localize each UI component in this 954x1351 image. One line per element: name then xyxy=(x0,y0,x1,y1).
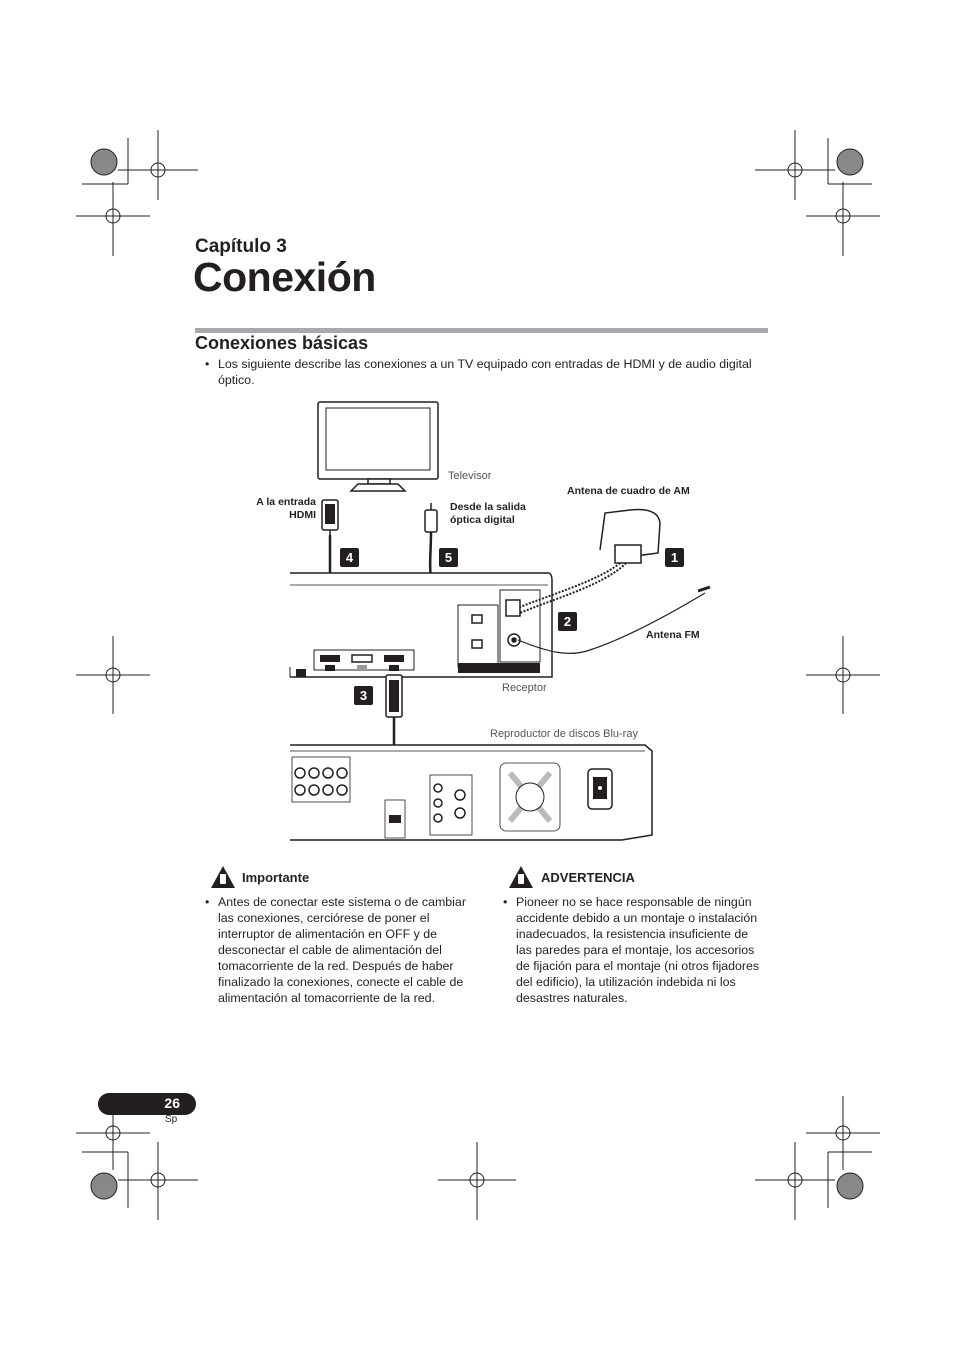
intro-paragraph xyxy=(205,356,763,388)
step-3-badge: 3 xyxy=(354,686,373,705)
optical-output-label xyxy=(450,501,526,527)
bullet-icon: • xyxy=(205,357,210,371)
optical-output-label-line1: Desde la salida xyxy=(450,501,526,513)
hdmi-input-label-line1: A la entrada xyxy=(256,496,316,508)
optical-output-label-line2: óptica digital xyxy=(450,514,515,526)
step-4-badge: 4 xyxy=(340,548,359,567)
section-title: Conexiones básicas xyxy=(195,333,369,353)
receiver-illustration xyxy=(290,573,552,677)
connection-diagram-drawing xyxy=(230,395,730,845)
am-antenna-label: Antena de cuadro de AM xyxy=(567,485,690,497)
bullet-icon: • xyxy=(205,895,210,909)
tv-illustration xyxy=(318,402,438,491)
bluray-illustration xyxy=(290,745,652,840)
warning-triangle-icon xyxy=(508,865,534,889)
bullet-icon: • xyxy=(503,895,508,909)
tv-label: Televisor xyxy=(448,470,492,482)
warning-text: Pioneer no se hace responsable de ningún accidente debido a un montaje o instalación inadecuados, la resistencia insuficiente de las paredes para el montaje, los accesorios de fijación para el montaje (ni otros fijadores del edificio), la utilización indebida ni los desastres naturales. xyxy=(516,895,760,1005)
page-language: Sp xyxy=(165,1114,178,1125)
intro-text: Los siguiente describe las conexiones a un TV equipado con entradas de HDMI y de audio digital óptico. xyxy=(218,357,752,387)
important-body xyxy=(205,894,468,1006)
chapter-label: Capítulo 3 xyxy=(195,236,287,257)
step-1-badge: 1 xyxy=(665,548,684,567)
page-number: 26 xyxy=(164,1095,180,1111)
warning-triangle-icon xyxy=(210,865,236,889)
receiver-label: Receptor xyxy=(502,682,547,694)
important-heading xyxy=(210,865,310,894)
chapter-title: Conexión xyxy=(193,254,376,300)
step-2-badge: 2 xyxy=(558,612,577,631)
important-title: Importante xyxy=(242,870,310,885)
warning-heading xyxy=(508,865,635,894)
page-number-badge xyxy=(98,1093,196,1115)
warning-title: ADVERTENCIA xyxy=(541,870,635,885)
bluray-label: Reproductor de discos Blu-ray xyxy=(490,728,638,740)
fm-antenna-label: Antena FM xyxy=(646,629,700,641)
hdmi-input-label-line2: HDMI xyxy=(289,509,316,521)
hdmi-input-label xyxy=(240,496,316,522)
connection-diagram xyxy=(230,395,730,845)
warning-body xyxy=(503,894,766,1006)
important-text: Antes de conectar este sistema o de cambiar las conexiones, cerciórese de poner el interruptor de alimentación en OFF y de desconectar el cable de alimentación del tomacorriente de la red. Después de haber finalizado la conexiones, conecte el cable de alimentación al tomacorriente de la red. xyxy=(218,895,466,1005)
step-5-badge: 5 xyxy=(439,548,458,567)
